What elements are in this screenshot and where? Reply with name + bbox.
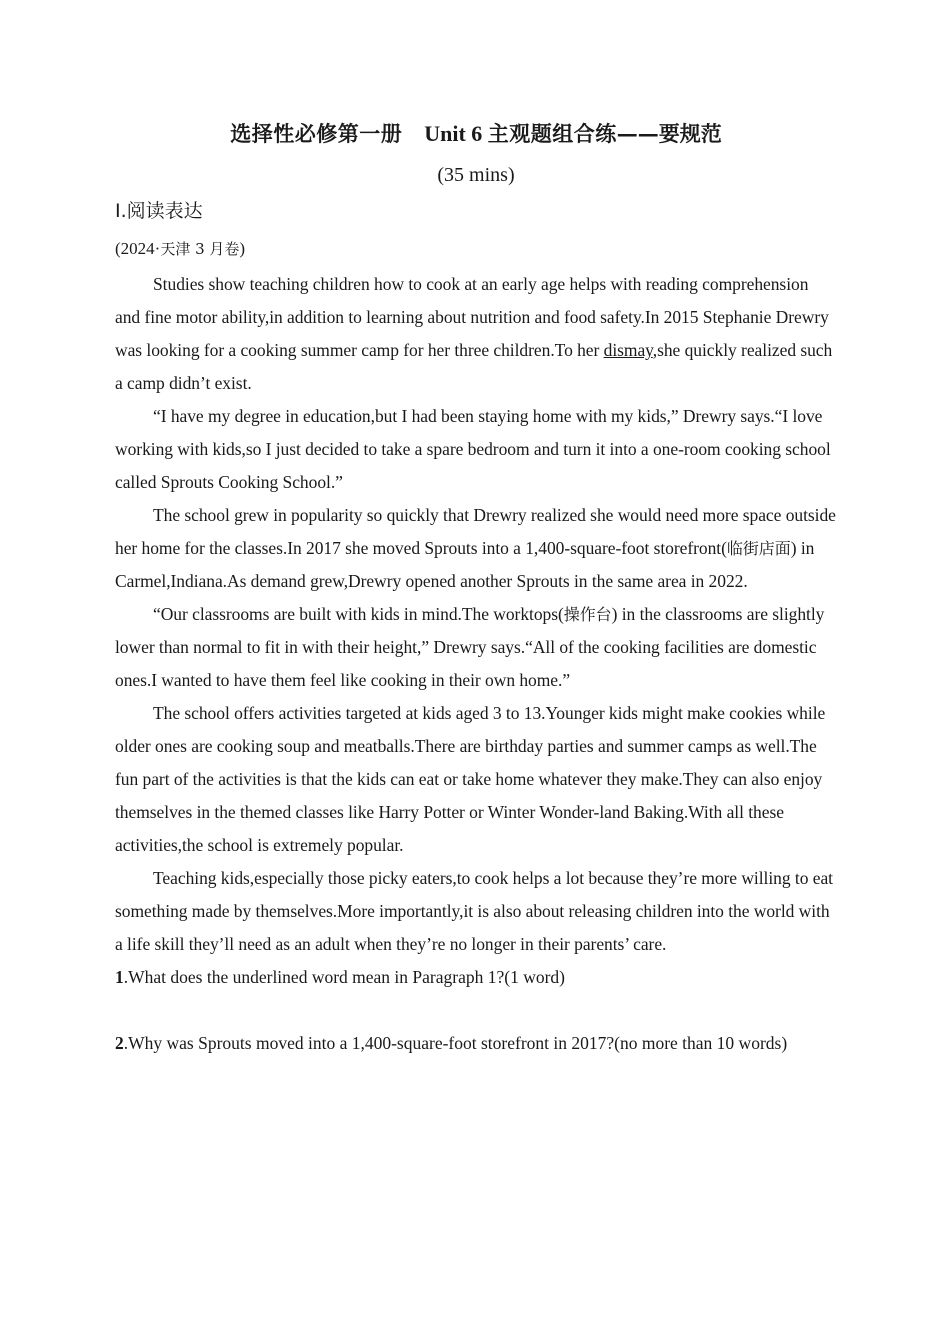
title-unit: Unit 6 [424, 121, 483, 146]
paragraph-3-before: The school grew in popularity so quickly that Drewry realized she would need more space outside her home for the classes.In 2017 she moved Sprouts into a 1,400-square-foot storefront( [115, 505, 836, 558]
paragraph-2: “I have my degree in education,but I had been staying home with my kids,” Drewry says.“I love working with kids,so I just decided to take a spare bedroom and turn it into a one-room cooking school called Sprouts Cooking School.” [115, 406, 831, 492]
paragraph-4 [115, 598, 837, 697]
question-1-text: .What does the underlined word mean in Paragraph 1?(1 word) [123, 967, 565, 987]
source-close: ) [239, 239, 246, 258]
question-1 [115, 961, 837, 994]
duration: (35 mins) [437, 164, 515, 186]
source-exam: 天津 3 月卷 [160, 240, 240, 258]
underlined-word: dismay [603, 340, 653, 360]
question-1-number: 1 [115, 967, 124, 987]
paragraph-1-after: ,she quickly realized such a camp didn’t exist. [115, 340, 833, 393]
section-heading: Ⅰ.阅读表达 [115, 200, 203, 222]
source-note [115, 234, 837, 264]
question-2 [115, 1027, 837, 1060]
paragraph-3-gloss: 临街店面 [726, 539, 791, 558]
paragraph-3-after: ) in Carmel,Indiana.As demand grew,Drewry opened another Sprouts in the same area in 2022. [115, 538, 815, 591]
title-topic: 主观题组合练 [487, 122, 617, 146]
answer-space-1[interactable] [115, 994, 837, 1027]
title-cjk: 选择性必修第一册 [230, 122, 403, 146]
question-2-number: 2 [115, 1033, 124, 1053]
worksheet-page [115, 112, 837, 1060]
paragraph-4-before: “Our classrooms are built with kids in mind.The worktops( [153, 604, 564, 624]
source-year: (2024· [115, 239, 161, 258]
paragraph-1-before: Studies show teaching children how to cook at an early age helps with reading comprehension and fine motor ability,in addition to learning about nutrition and food safety.In 2015 Stephanie Drewry was looking for a cooking summer camp for her three children.To her [115, 274, 829, 360]
title-tail: ——要规范 [616, 121, 722, 146]
paragraph-5: The school offers activities targeted at kids aged 3 to 13.Younger kids might make cookies while older ones are cooking soup and meatballs.There are birthday parties and summer camps as well.The fun part of the activities is that the kids can eat or take home whatever they make.They can also enjoy themselves in the themed classes like Harry Potter or Winter Wonder-land Baking.With all these activities,the school is extremely popular. [115, 703, 826, 855]
reading-passage [115, 268, 837, 961]
paragraph-4-after: ) in the classrooms are slightly lower than normal to fit in with their height,” Drewry says.“All of the cooking facilities are domestic ones.I wanted to have them feel like cooking in their own home.” [115, 604, 825, 690]
paragraph-1 [115, 268, 837, 400]
page-title [115, 112, 837, 156]
paragraph-4-gloss: 操作台 [563, 605, 612, 624]
question-2-text: .Why was Sprouts moved into a 1,400-square-foot storefront in 2017?(no more than 10 words) [123, 1033, 788, 1053]
paragraph-6: Teaching kids,especially those picky eaters,to cook helps a lot because they’re more willing to eat something made by themselves.More importantly,it is also about releasing children into the world with a life skill they’ll need as an adult when they’re no longer in their parents’ care. [115, 868, 833, 954]
paragraph-3 [115, 499, 837, 598]
